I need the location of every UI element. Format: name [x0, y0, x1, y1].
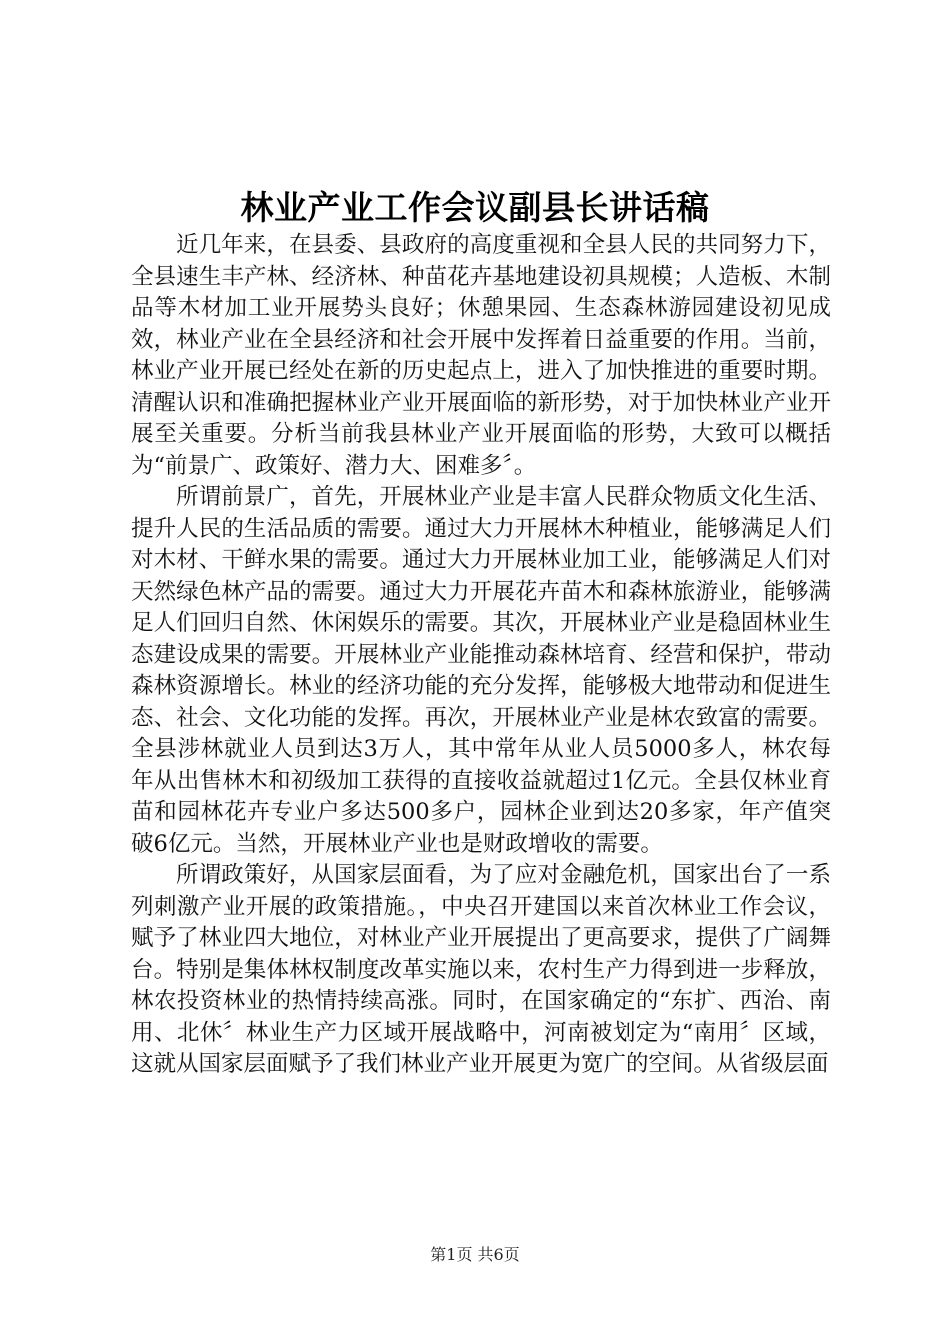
document-body: [131, 230, 831, 1081]
paragraph: 所谓政策好，从国家层面看，为了应对金融危机，国家出台了一系列刺激产业开展的政策措施。，中央召开建国以来首次林业工作会议，赋予了林业四大地位，对林业产业开展提出了更高要求，提供了广阔舞台。特别是集体林权制度改革实施以来，农村生产力得到进一步释放，林农投资林业的热情持续高涨。同时，在国家确定的“东扩、西治、南用、北休〞林业生产力区域开展战略中，河南被划定为“南用〞区域，这就从国家层面赋予了我们林业产业开展更为宽广的空间。从省级层面: [131, 862, 831, 1077]
paragraph: 近几年来，在县委、县政府的高度重视和全县人民的共同努力下，全县速生丰产林、经济林、种苗花卉基地建设初具规模；人造板、木制品等木材加工业开展势头良好；休憩果园、生态森林游园建设初见成效，林业产业在全县经济和社会开展中发挥着日益重要的作用。当前，林业产业开展已经处在新的历史起点上，进入了加快推进的重要时期。清醒认识和准确把握林业产业开展面临的新形势，对于加快林业产业开展至关重要。分析当前我县林业产业开展面临的形势，大致可以概括为“前景广、政策好、潜力大、困难多〞。: [131, 232, 831, 479]
document-title: 林业产业工作会议副县长讲话稿: [240, 188, 710, 227]
paragraph: 所谓前景广，首先，开展林业产业是丰富人民群众物质文化生活、提升人民的生活品质的需要。通过大力开展林木种植业，能够满足人们对木材、干鲜水果的需要。通过大力开展林业加工业，能够满足人们对天然绿色林产品的需要。通过大力开展花卉苗木和森林旅游业，能够满足人们回归自然、休闲娱乐的需要。其次，开展林业产业是稳固林业生态建设成果的需要。开展林业产业能推动森林培育、经营和保护，带动森林资源增长。林业的经济功能的充分发挥，能够极大地带动和促进生态、社会、文化功能的发挥。再次，开展林业产业是林农致富的需要。全县涉林就业人员到达3万人，其中常年从业人员5000多人，林农每年从出售林木和初级加工获得的直接收益就超过1亿元。全县仅林业育苗和园林花卉专业户多达500多户，园林企业到达20多家，年产值突破6亿元。当然，开展林业产业也是财政增收的需要。: [131, 484, 831, 857]
page-footer: 第1页 共6页: [430, 1245, 520, 1264]
